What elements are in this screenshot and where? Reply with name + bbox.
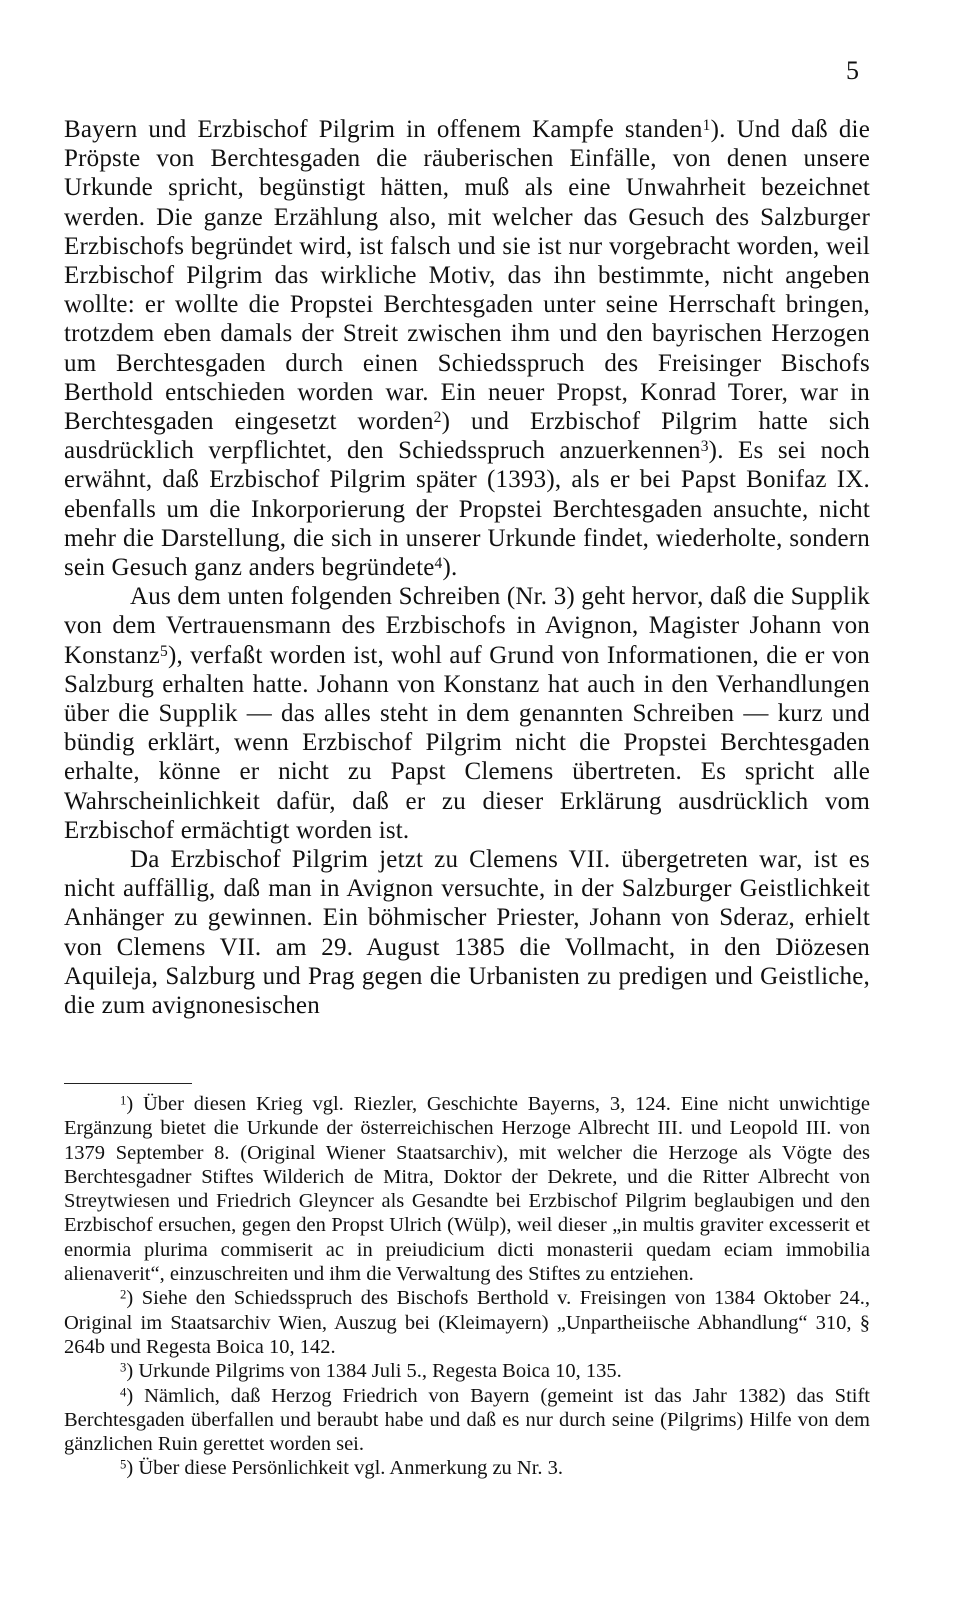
footnote: $^5$) Über diese Persönlichkeit vgl. Anmerkung zu Nr. 3. — [120, 1457, 564, 1480]
footnote-divider — [64, 1083, 192, 1084]
footnote-ref-2: 2 — [433, 409, 442, 427]
footnote-marker: 2 — [120, 1287, 127, 1302]
main-text — [64, 115, 870, 1020]
footnote-ref-4: 4 — [434, 555, 443, 573]
page-number: 5 — [846, 56, 859, 85]
footnote-ref-1: 1 — [702, 117, 711, 135]
text-run: Bayern und Erzbischof Pilgrim in offenem Kampfe standen — [64, 116, 703, 143]
paragraph — [64, 845, 870, 1020]
text-run: ). Und daß die Pröpste von Berchtesgaden die räuberischen Einfälle, von denen unsere Urkunde spricht, begünstigt hätten, muß als eine Unwahrheit bezeichnet werden. Die ganze Erzählung also, mit welcher das Gesuch des Salzburger Erzbischofs begründet wird, ist falsch und sie ist nur vorgebracht worden, weil Erzbischof Pilgrim das wirkliche Motiv, das ihn bestimmte, nicht angeben wollte: er wollte die Propstei Berchtesgaden unter seine Herrschaft bringen, trotzdem eben damals der Streit zwischen ihm und den bayrischen Herzogen um Berchtesgaden durch einen Schiedsspruch des Freisinger Bischofs Berthold entschieden worden war. Ein neuer Propst, Konrad Torer, war in Berchtesgaden eingesetzt worden — [64, 116, 870, 436]
footnote-marker: 4 — [120, 1384, 127, 1399]
footnote: $^3$) Urkunde Pilgrims von 1384 Juli 5., Regesta Boica 10, 135. — [120, 1360, 622, 1383]
footnote-marker: 1 — [120, 1093, 127, 1108]
text-run: ), verfaßt worden ist, wohl auf Grund von Informationen, die er von Salzburg erhalten hatte. Johann von Konstanz hat auch in den Verhandlungen über die Supplik — das alles steht in dem genannten Schreiben — kurz und bündig erklärt, wenn Erzbischof Pilgrim nicht die Propstei Berchtesgaden erhalte, könne er nicht zu Papst Clemens übertreten. Es spricht alle Wahrscheinlichkeit dafür, daß er zu dieser Erklärung ausdrücklich vom Erzbischof ermächtigt worden ist. — [64, 641, 870, 844]
footnote-text: Urkunde Pilgrims von 1384 Juli 5., Regesta Boica 10, 135. — [138, 1360, 622, 1383]
footnote-marker: 5 — [120, 1457, 127, 1472]
footnote: $^1$) Über diesen Krieg vgl. Riezler, Geschichte Bayerns, 3, 124. Eine nicht unwichtige Ergänzung bietet die Urkunde der österreichischen Herzoge Albrecht III. und Leopold III. von 1379 September 8. (Original Wiener Staatsarchiv), mit welcher die Herzoge als Vögte des Berchtesgadner Stiftes Wilderich de Mitra, Doktor der Dekrete, und die Ritter Albrecht von Streytwiesen und Friedrich Gleyncer als Gesandte bei Erzbischof Pilgrim beglaubigen und den Erzbischof ersuchen, gegen den Propst Ulrich (Wülp), weil dieser „in multis graviter excesserit et enormia plurima commiserit ac in preiudicium dicti monasterii quedam eciam immobilia alienaverit“, einzuschreiten und ihm die Verwaltung des Stiftes zu entziehen. — [64, 1093, 870, 1286]
footnote: $^2$) Siehe den Schiedsspruch des Bischofs Berthold v. Freisingen von 1384 Oktober 24., Original im Staatsarchiv Wien, Auszug bei (Kleimayern) „Unpartheiische Abhandlung“ 310, § 264b und Regesta Boica 10, 142. — [64, 1287, 870, 1358]
footnote-ref-5: 5 — [160, 642, 168, 660]
footnote-text: Siehe den Schiedsspruch des Bischofs Berthold v. Freisingen von 1384 Oktober 24., Original im Staatsarchiv Wien, Auszug bei (Kleimayern) „Unpartheiische Abhandlung“ 310, § 264b und Regesta Boica 10, 142. — [64, 1287, 870, 1358]
footnote-text: Über diesen Krieg vgl. Riezler, Geschichte Bayerns, 3, 124. Eine nicht unwichtige Ergänzung bietet die Urkunde der österreichischen Herzoge Albrecht III. und Leopold III. von 1379 September 8. (Original Wiener Staatsarchiv), mit welcher die Herzoge als Vögte des Berchtesgadner Stiftes Wilderich de Mitra, Doktor der Dekrete, und die Ritter Albrecht von Streytwiesen und Friedrich Gleyncer als Gesandte bei Erzbischof Pilgrim beglaubigen und den Erzbischof ersuchen, gegen den Propst Ulrich (Wülp), weil dieser „in multis graviter excesserit et enormia plurima commiserit ac in preiudicium dicti monasterii quedam eciam immobilia alienaverit“, einzuschreiten und ihm die Verwaltung des Stiftes zu entziehen. — [64, 1093, 870, 1286]
text-run: ). Es sei noch erwähnt, daß Erzbischof Pilgrim später (1393), als er bei Papst Bonifaz IX. ebenfalls um die Inkorporierung der Propstei Berchtesgaden ansuchte, nicht mehr die Darstellung, die sich in unserer Urkunde findet, wiederholte, sondern sein Gesuch ganz anders begründete — [64, 437, 870, 582]
text-run: ). — [442, 554, 458, 582]
footnote: $^4$) Nämlich, daß Herzog Friedrich von Bayern (gemeint ist das Jahr 1382) das Stift Berchtesgaden überfallen und beraubt habe und daß es nur durch seine (Pilgrims) Hilfe von dem gänzlichen Ruin gerettet worden sei. — [64, 1384, 870, 1456]
paragraph — [64, 115, 870, 582]
footnote-text: Nämlich, daß Herzog Friedrich von Bayern (gemeint ist das Jahr 1382) das Stift Berchtesgaden überfallen und beraubt habe und daß es nur durch seine (Pilgrims) Hilfe von dem gänzlichen Ruin gerettet worden sei. — [64, 1384, 870, 1456]
footnote-text: Über diese Persönlichkeit vgl. Anmerkung zu Nr. 3. — [138, 1457, 564, 1480]
text-run: ) und Erzbischof Pilgrim hatte sich ausdrücklich verpflichtet, den Schiedsspruch anzuerkennen — [64, 408, 870, 465]
footnote-ref-3: 3 — [700, 438, 709, 456]
paragraph — [64, 582, 870, 845]
footnote-marker: 3 — [120, 1360, 127, 1375]
text-run: Da Erzbischof Pilgrim jetzt zu Clemens VII. übergetreten war, ist es nicht auffällig, daß man in Avignon versuchte, in der Salzburger Geistlichkeit Anhänger zu gewinnen. Ein böhmischer Priester, Johann von Sderaz, erhielt von Clemens VII. am 29. August 1385 die Vollmacht, in den Diözesen Aquileja, Salzburg und Prag gegen die Urbanisten zu predigen und Geistliche, die zum avignonesischen — [64, 846, 870, 1020]
text-run: Aus dem unten folgenden Schreiben (Nr. 3) geht hervor, daß die Supplik von dem Vertrauensmann des Erzbischofs in Avignon, Magister Johann von Konstanz — [64, 583, 870, 669]
footnotes — [64, 1092, 870, 1481]
